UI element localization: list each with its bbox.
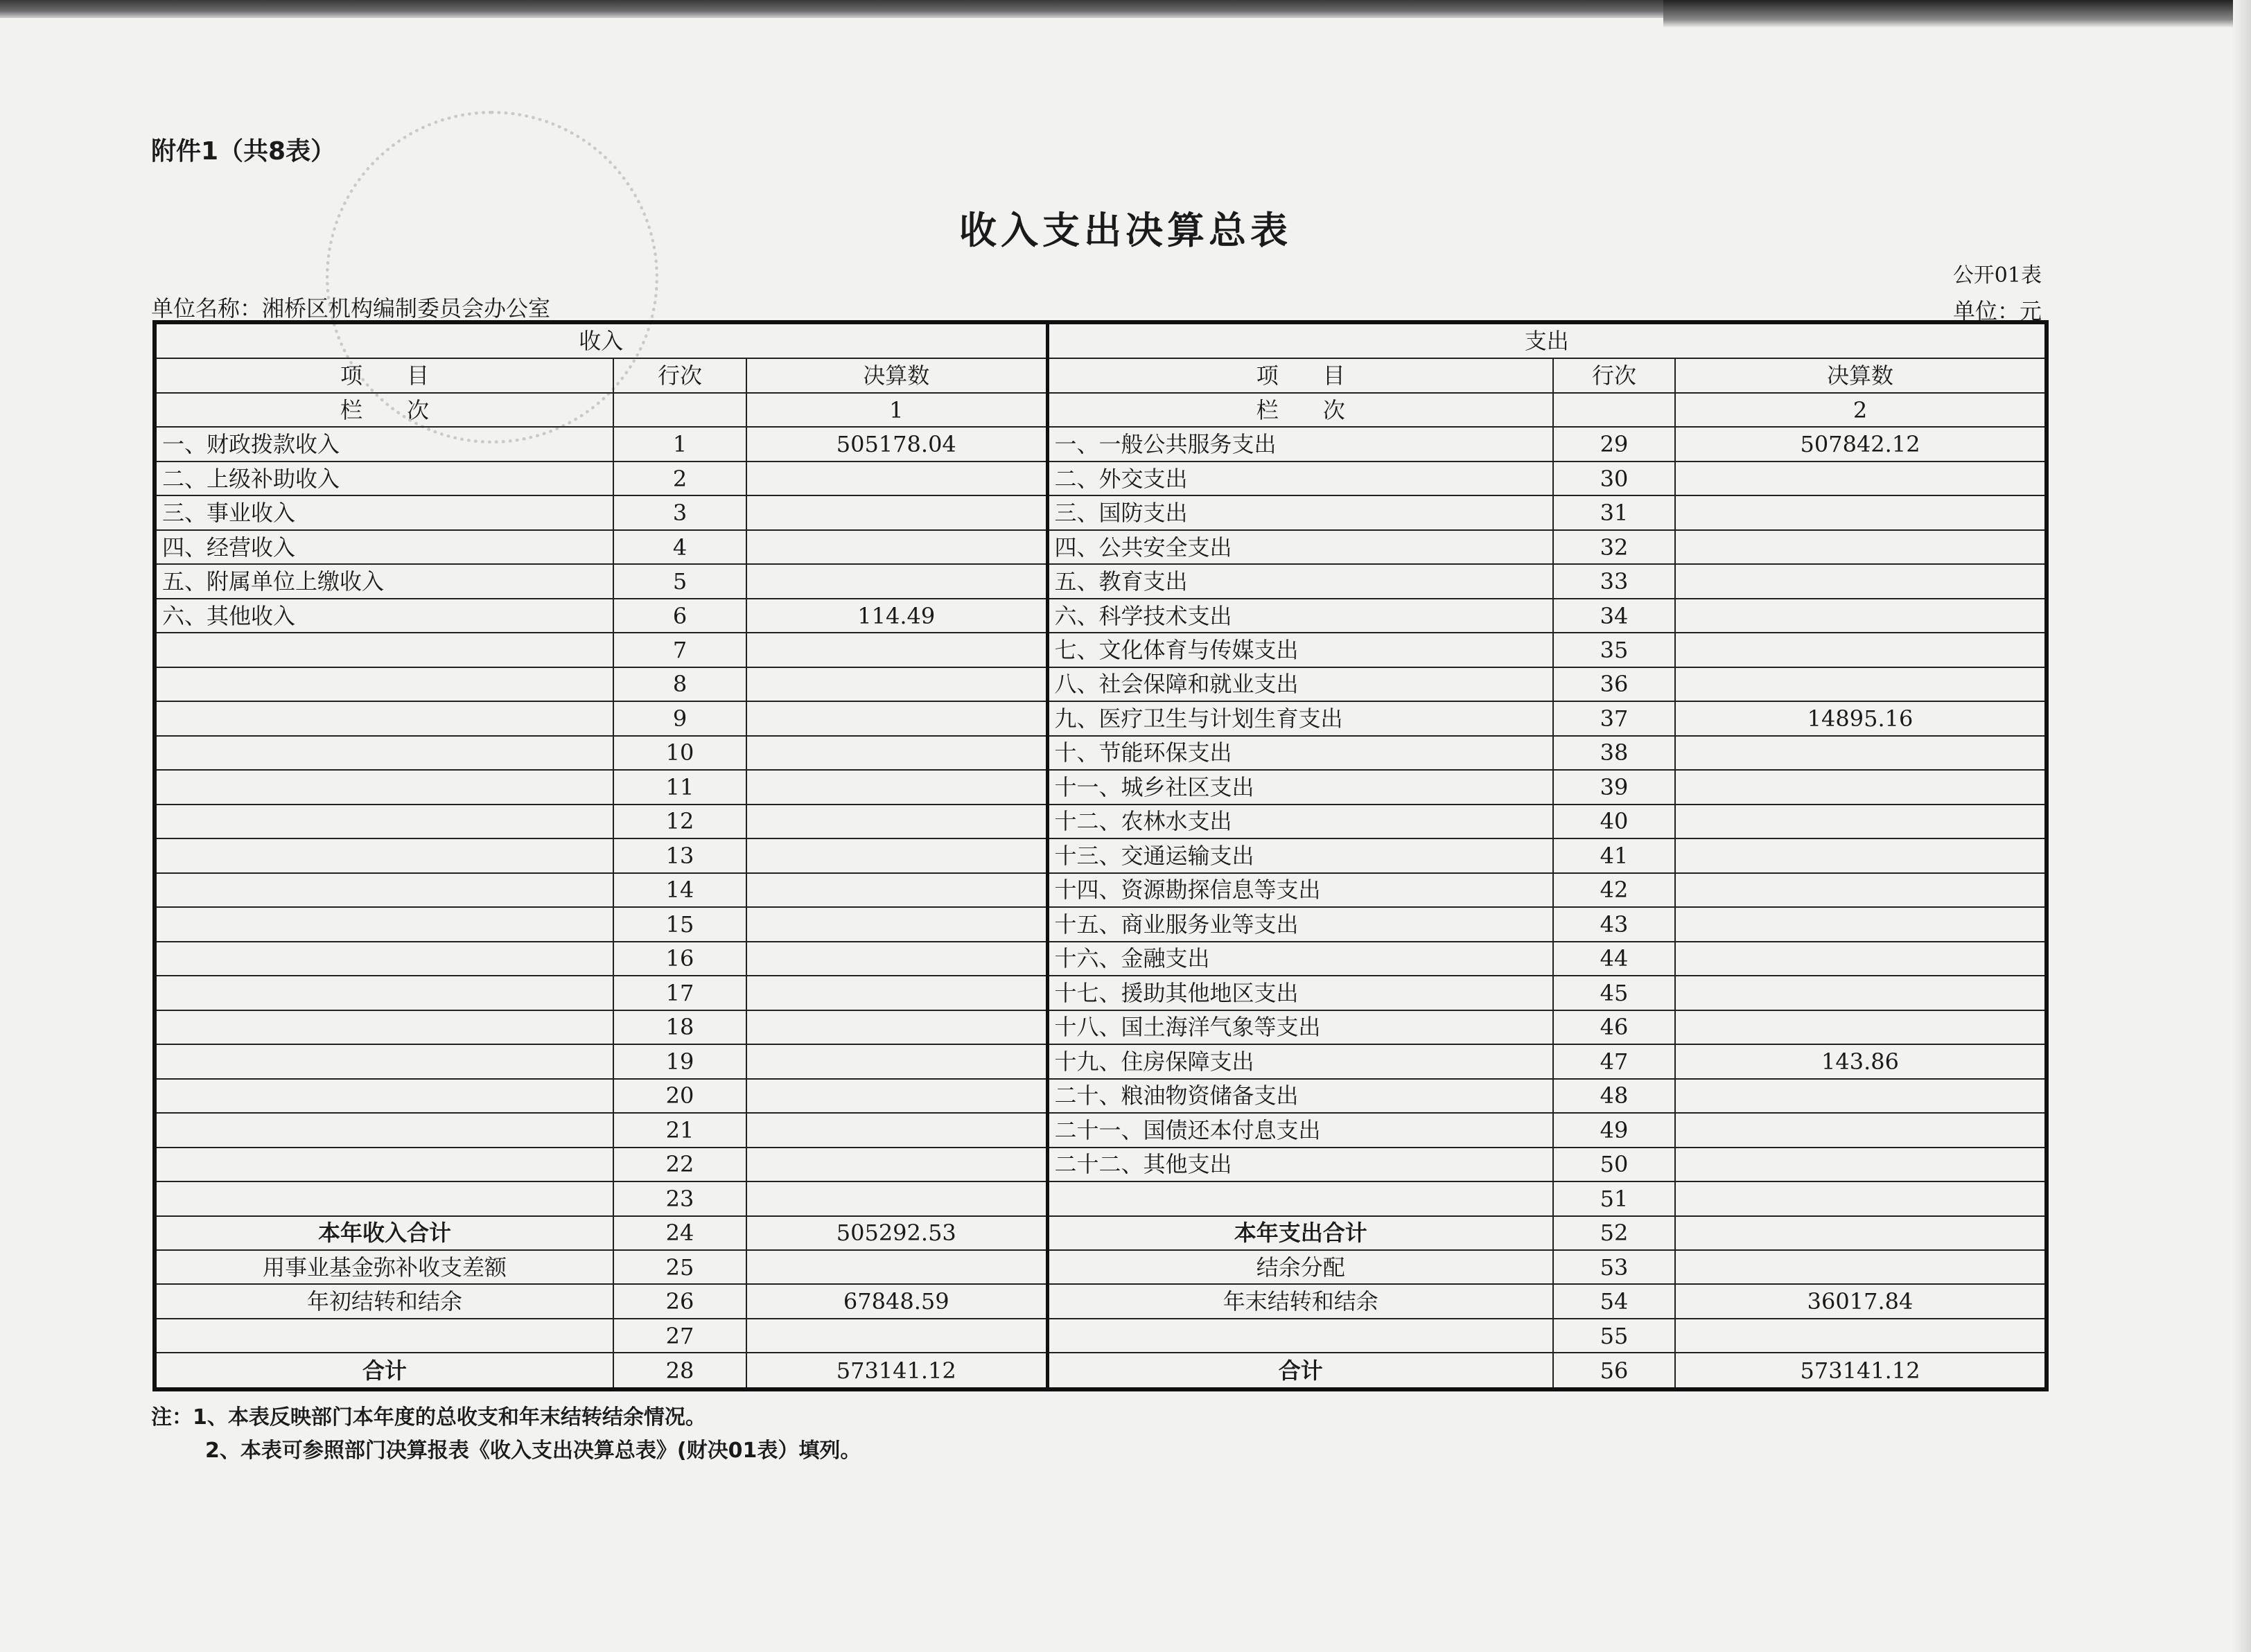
footnotes <box>151 1401 861 1468</box>
table-row <box>155 770 2047 804</box>
expense-item: 二十一、国债还本付息支出 <box>1047 1113 1553 1147</box>
expense-amount <box>1675 1319 2047 1353</box>
income-amount <box>746 873 1047 907</box>
income-row-no: 25 <box>613 1250 746 1284</box>
income-row-no: 7 <box>613 633 746 667</box>
expense-row-no: 47 <box>1553 1044 1675 1078</box>
income-row-no-header: 行次 <box>613 358 746 392</box>
table-row <box>155 495 2047 529</box>
expense-amount <box>1675 1010 2047 1044</box>
table-row <box>155 1216 2047 1250</box>
income-item <box>155 1044 613 1078</box>
attachment-label: 附件1（共8表） <box>151 137 336 166</box>
expense-row-no: 37 <box>1553 701 1675 735</box>
expense-item: 九、医疗卫生与计划生育支出 <box>1047 701 1553 735</box>
income-row-no: 17 <box>613 976 746 1010</box>
income-amount <box>746 1148 1047 1181</box>
expense-amount <box>1675 530 2047 564</box>
expense-amount: 573141.12 <box>1675 1353 2047 1389</box>
expense-row-no: 44 <box>1553 942 1675 976</box>
table-row <box>155 805 2047 838</box>
header-row-section <box>155 322 2047 358</box>
expense-item: 八、社会保障和就业支出 <box>1047 667 1553 701</box>
income-amount <box>746 736 1047 770</box>
table-row <box>155 736 2047 770</box>
expense-item: 二十、粮油物资储备支出 <box>1047 1079 1553 1113</box>
income-row-no: 19 <box>613 1044 746 1078</box>
expense-item: 十三、交通运输支出 <box>1047 838 1553 872</box>
expense-amount: 143.86 <box>1675 1044 2047 1078</box>
expense-amount <box>1675 633 2047 667</box>
table-row <box>155 1113 2047 1147</box>
income-amount: 67848.59 <box>746 1284 1047 1318</box>
table-row <box>155 1148 2047 1181</box>
income-row-no: 16 <box>613 942 746 976</box>
table-row <box>155 1181 2047 1215</box>
income-item <box>155 907 613 941</box>
income-row-no: 22 <box>613 1148 746 1181</box>
income-item: 四、经营收入 <box>155 530 613 564</box>
expense-row-no: 45 <box>1553 976 1675 1010</box>
expense-row-no: 42 <box>1553 873 1675 907</box>
income-amount <box>746 838 1047 872</box>
table-row <box>155 1353 2047 1389</box>
income-item <box>155 701 613 735</box>
table-row <box>155 633 2047 667</box>
income-header: 收入 <box>155 322 1047 358</box>
income-item: 二、上级补助收入 <box>155 462 613 495</box>
expense-row-no: 39 <box>1553 770 1675 804</box>
expense-item: 七、文化体育与传媒支出 <box>1047 633 1553 667</box>
income-item: 一、财政拨款收入 <box>155 427 613 461</box>
income-item-header: 项 目 <box>155 358 613 392</box>
income-amount <box>746 907 1047 941</box>
expense-item: 十一、城乡社区支出 <box>1047 770 1553 804</box>
expense-amount-header: 决算数 <box>1675 358 2047 392</box>
expense-amount <box>1675 1250 2047 1284</box>
income-item <box>155 1148 613 1181</box>
expense-amount <box>1675 838 2047 872</box>
expense-item: 本年支出合计 <box>1047 1216 1553 1250</box>
expense-item: 二、外交支出 <box>1047 462 1553 495</box>
income-amount <box>746 942 1047 976</box>
income-item <box>155 942 613 976</box>
income-amount <box>746 564 1047 598</box>
table-code: 公开01表 <box>1952 263 2042 288</box>
income-row-no: 18 <box>613 1010 746 1044</box>
income-item: 六、其他收入 <box>155 599 613 633</box>
income-item <box>155 976 613 1010</box>
income-row-no: 23 <box>613 1181 746 1215</box>
income-row-no: 27 <box>613 1319 746 1353</box>
expense-item: 年末结转和结余 <box>1047 1284 1553 1318</box>
expense-item: 十八、国土海洋气象等支出 <box>1047 1010 1553 1044</box>
income-item <box>155 1319 613 1353</box>
expense-item: 十、节能环保支出 <box>1047 736 1553 770</box>
income-amount <box>746 495 1047 529</box>
income-amount <box>746 976 1047 1010</box>
income-item <box>155 1079 613 1113</box>
income-amount <box>746 667 1047 701</box>
expense-row-no: 52 <box>1553 1216 1675 1250</box>
expense-row-no: 31 <box>1553 495 1675 529</box>
income-item <box>155 667 613 701</box>
expense-row-no: 32 <box>1553 530 1675 564</box>
income-row-no: 20 <box>613 1079 746 1113</box>
income-amount: 505178.04 <box>746 427 1047 461</box>
income-item <box>155 873 613 907</box>
income-amount <box>746 633 1047 667</box>
expense-row-no: 36 <box>1553 667 1675 701</box>
income-row-no: 8 <box>613 667 746 701</box>
table-row <box>155 599 2047 633</box>
income-row-no: 26 <box>613 1284 746 1318</box>
income-item <box>155 838 613 872</box>
income-item <box>155 770 613 804</box>
expense-row-no: 34 <box>1553 599 1675 633</box>
income-row-no: 28 <box>613 1353 746 1389</box>
expense-amount <box>1675 1181 2047 1215</box>
income-item: 年初结转和结余 <box>155 1284 613 1318</box>
expense-amount <box>1675 942 2047 976</box>
income-amount <box>746 1010 1047 1044</box>
table-row <box>155 838 2047 872</box>
expense-item <box>1047 1319 1553 1353</box>
income-row-no: 15 <box>613 907 746 941</box>
expense-header: 支出 <box>1047 322 2047 358</box>
table-row <box>155 1250 2047 1284</box>
income-row-no: 2 <box>613 462 746 495</box>
expense-item: 十六、金融支出 <box>1047 942 1553 976</box>
expense-row-no: 49 <box>1553 1113 1675 1147</box>
income-row-no: 9 <box>613 701 746 735</box>
income-amount <box>746 462 1047 495</box>
expense-item: 二十二、其他支出 <box>1047 1148 1553 1181</box>
income-item <box>155 736 613 770</box>
expense-item: 十二、农林水支出 <box>1047 805 1553 838</box>
income-amount <box>746 1250 1047 1284</box>
expense-amount <box>1675 873 2047 907</box>
expense-row-no: 38 <box>1553 736 1675 770</box>
expense-item: 结余分配 <box>1047 1250 1553 1284</box>
expense-item <box>1047 1181 1553 1215</box>
expense-amount <box>1675 976 2047 1010</box>
expense-amount <box>1675 1216 2047 1250</box>
expense-column-label: 栏 次 <box>1047 393 1553 427</box>
expense-row-no: 56 <box>1553 1353 1675 1389</box>
expense-row-no-header: 行次 <box>1553 358 1675 392</box>
expense-amount <box>1675 770 2047 804</box>
income-amount <box>746 1319 1047 1353</box>
table-row <box>155 873 2047 907</box>
table-row <box>155 976 2047 1010</box>
income-item <box>155 633 613 667</box>
income-row-no: 14 <box>613 873 746 907</box>
expense-item-header: 项 目 <box>1047 358 1553 392</box>
income-amount <box>746 1079 1047 1113</box>
expense-amount <box>1675 1079 2047 1113</box>
scan-top-edge-right <box>1663 0 2251 28</box>
header-row-columns <box>155 358 2047 392</box>
income-item <box>155 1181 613 1215</box>
expense-item: 十九、住房保障支出 <box>1047 1044 1553 1078</box>
income-item <box>155 1113 613 1147</box>
expense-amount: 36017.84 <box>1675 1284 2047 1318</box>
income-amount <box>746 770 1047 804</box>
expense-row-no: 33 <box>1553 564 1675 598</box>
income-amount-header: 决算数 <box>746 358 1047 392</box>
income-column-number: 1 <box>746 393 1047 427</box>
expense-amount <box>1675 1113 2047 1147</box>
income-expense-table <box>152 320 2049 1391</box>
footnote-1: 注：1、本表反映部门本年度的总收支和年末结转结余情况。 <box>151 1405 706 1430</box>
income-item: 用事业基金弥补收支差额 <box>155 1250 613 1284</box>
income-item: 五、附属单位上缴收入 <box>155 564 613 598</box>
expense-amount <box>1675 564 2047 598</box>
expense-row-no: 41 <box>1553 838 1675 872</box>
income-amount <box>746 1181 1047 1215</box>
expense-item: 合计 <box>1047 1353 1553 1389</box>
expense-amount <box>1675 667 2047 701</box>
table-row <box>155 530 2047 564</box>
income-row-no: 12 <box>613 805 746 838</box>
income-row-no: 1 <box>613 427 746 461</box>
expense-row-no: 54 <box>1553 1284 1675 1318</box>
income-row-no: 5 <box>613 564 746 598</box>
expense-row-no: 43 <box>1553 907 1675 941</box>
expense-amount <box>1675 736 2047 770</box>
income-item <box>155 1010 613 1044</box>
income-item: 本年收入合计 <box>155 1216 613 1250</box>
header-row-column-numbers <box>155 393 2047 427</box>
income-item: 合计 <box>155 1353 613 1389</box>
expense-item: 六、科学技术支出 <box>1047 599 1553 633</box>
expense-item: 四、公共安全支出 <box>1047 530 1553 564</box>
income-amount <box>746 1044 1047 1078</box>
expense-row-no: 46 <box>1553 1010 1675 1044</box>
page-title: 收入支出决算总表 <box>959 209 1292 252</box>
table-row <box>155 907 2047 941</box>
expense-row-no: 35 <box>1553 633 1675 667</box>
income-amount <box>746 701 1047 735</box>
income-row-no: 24 <box>613 1216 746 1250</box>
expense-amount <box>1675 495 2047 529</box>
income-amount: 114.49 <box>746 599 1047 633</box>
income-row-no: 3 <box>613 495 746 529</box>
income-row-no: 11 <box>613 770 746 804</box>
expense-row-no: 53 <box>1553 1250 1675 1284</box>
expense-amount <box>1675 462 2047 495</box>
income-row-no: 6 <box>613 599 746 633</box>
currency-unit: 单位：元 <box>1952 298 2042 324</box>
income-row-no: 10 <box>613 736 746 770</box>
expense-amount: 507842.12 <box>1675 427 2047 461</box>
expense-row-no: 40 <box>1553 805 1675 838</box>
income-row-no: 13 <box>613 838 746 872</box>
income-row-no: 21 <box>613 1113 746 1147</box>
table-row <box>155 1319 2047 1353</box>
income-amount <box>746 805 1047 838</box>
table-row <box>155 564 2047 598</box>
income-amount: 573141.12 <box>746 1353 1047 1389</box>
table-row <box>155 427 2047 461</box>
table-row <box>155 1284 2047 1318</box>
income-item <box>155 805 613 838</box>
table-row <box>155 667 2047 701</box>
expense-row-no: 30 <box>1553 462 1675 495</box>
table-row <box>155 701 2047 735</box>
expense-column-number: 2 <box>1675 393 2047 427</box>
table-row <box>155 942 2047 976</box>
expense-item: 五、教育支出 <box>1047 564 1553 598</box>
expense-amount <box>1675 1148 2047 1181</box>
table-row <box>155 1044 2047 1078</box>
income-column-label: 栏 次 <box>155 393 613 427</box>
income-amount: 505292.53 <box>746 1216 1047 1250</box>
table-row <box>155 1079 2047 1113</box>
expense-row-no: 55 <box>1553 1319 1675 1353</box>
expense-item: 十七、援助其他地区支出 <box>1047 976 1553 1010</box>
unit-name: 单位名称：湘桥区机构编制委员会办公室 <box>151 295 551 322</box>
table-row <box>155 1010 2047 1044</box>
expense-row-no: 50 <box>1553 1148 1675 1181</box>
income-amount <box>746 1113 1047 1147</box>
expense-row-no: 29 <box>1553 427 1675 461</box>
income-item: 三、事业收入 <box>155 495 613 529</box>
expense-row-no: 48 <box>1553 1079 1675 1113</box>
expense-item: 三、国防支出 <box>1047 495 1553 529</box>
expense-amount: 14895.16 <box>1675 701 2047 735</box>
expense-amount <box>1675 599 2047 633</box>
expense-item: 十四、资源勘探信息等支出 <box>1047 873 1553 907</box>
expense-item: 十五、商业服务业等支出 <box>1047 907 1553 941</box>
income-amount <box>746 530 1047 564</box>
expense-row-no: 51 <box>1553 1181 1675 1215</box>
table-row <box>155 462 2047 495</box>
footnote-2: 2、本表可参照部门决算报表《收入支出决算总表》(财决01表）填列。 <box>205 1439 861 1463</box>
income-row-no: 4 <box>613 530 746 564</box>
expense-amount <box>1675 805 2047 838</box>
expense-item: 一、一般公共服务支出 <box>1047 427 1553 461</box>
expense-amount <box>1675 907 2047 941</box>
